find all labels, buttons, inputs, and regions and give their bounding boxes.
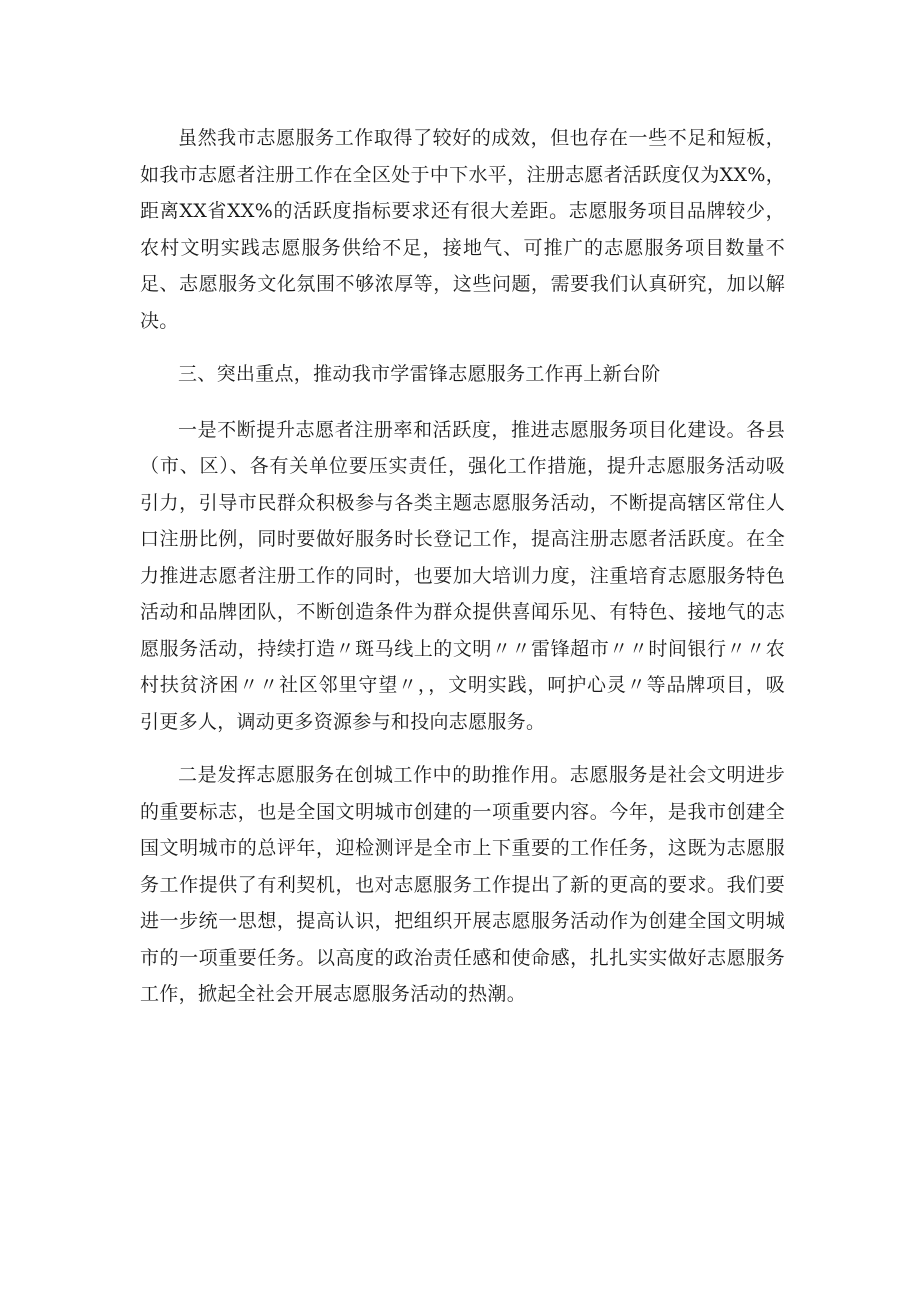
document-page xyxy=(140,120,785,1030)
paragraph-registration: 一是不断提升志愿者注册率和活跃度，推进志愿服务项目化建设。各县（市、区）、各有关单位要压实责任，强化工作措施，提升志愿服务活动吸引力，引导市民群众积极参与各类主题志愿服务活动，不断提高辖区常住人口注册比例，同时要做好服务时长登记工作，提高注册志愿者活跃度。在全力推进志愿者注册工作的同时，也要加大培训力度，注重培育志愿服务特色活动和品牌团队，不断创造条件为群众提供喜闻乐见、有特色、接地气的志愿服务活动，持续打造〃斑马线上的文明〃〃雷锋超市〃〃时间银行〃〃农村扶贫济困〃〃社区邻里守望〃，，文明实践，呵护心灵〃等品牌项目，吸引更多人，调动更多资源参与和投向志愿服务。 xyxy=(140,418,785,733)
paragraph-shortcomings: 虽然我市志愿服务工作取得了较好的成效，但也存在一些不足和短板，如我市志愿者注册工作在全区处于中下水平，注册志愿者活跃度仅为XX%，距离XX省XX%的活跃度指标要求还有很大差距。志愿服务项目品牌较少，农村文明实践志愿服务供给不足，接地气、可推广的志愿服务项目数量不足、志愿服务文化氛围不够浓厚等，这些问题，需要我们认真研究，加以解决。 xyxy=(140,127,785,332)
section-heading-three: 三、突出重点，推动我市学雷锋志愿服务工作再上新台阶 xyxy=(178,363,661,385)
paragraph-civilized-city: 二是发挥志愿服务在创城工作中的助推作用。志愿服务是社会文明进步的重要标志，也是全国文明城市创建的一项重要内容。今年，是我市创建全国文明城市的总评年，迎检测评是全市上下重要的工作任务，这既为志愿服务工作提供了有利契机，也对志愿服务工作提出了新的更高的要求。我们要进一步统一思想，提高认识，把组织开展志愿服务活动作为创建全国文明城市的一项重要任务。以高度的政治责任感和使命感，扎扎实实做好志愿服务工作，掀起全社会开展志愿服务活动的热潮。 xyxy=(140,764,785,1005)
